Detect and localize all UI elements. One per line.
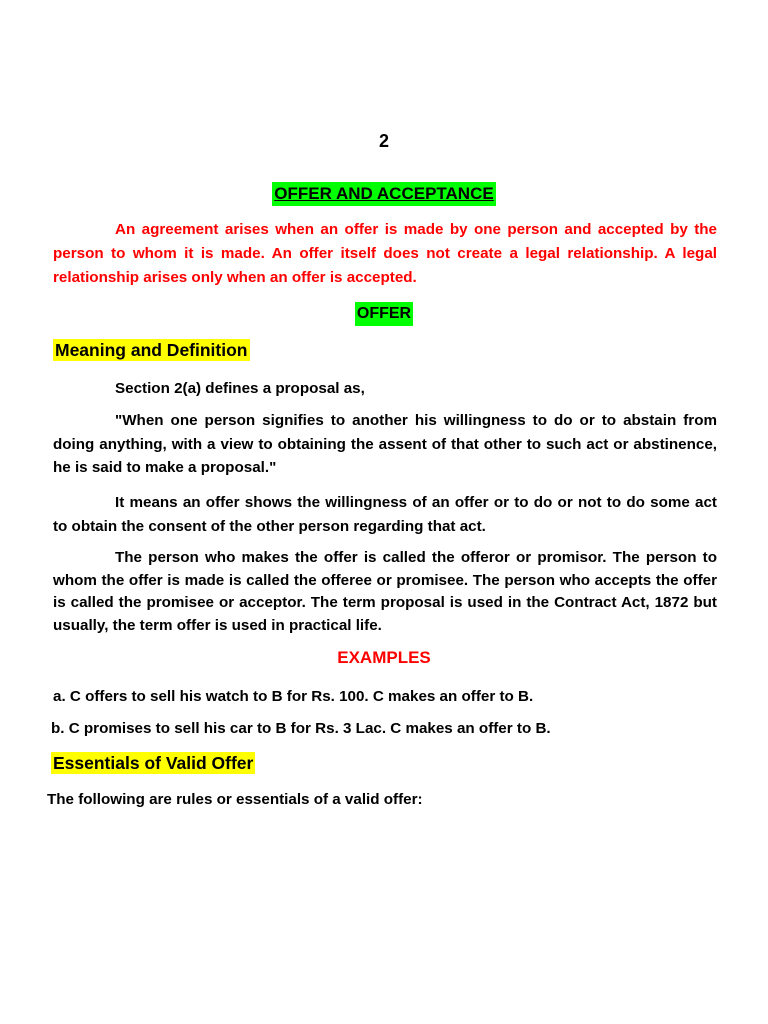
- page-title: OFFER AND ACCEPTANCE: [272, 182, 495, 206]
- offer-heading: OFFER: [355, 302, 413, 326]
- example-item: b. C promises to sell his car to B for Rs. 3 Lac. C makes an offer to B.: [51, 720, 551, 737]
- intro-paragraph: An agreement arises when an offer is made by one person and accepted by the person to whom it is made. An offer itself does not create a legal relationship. A legal relationship arises only when an offer is accepted.: [53, 221, 717, 286]
- section-paragraph: Section 2(a) defines a proposal as,: [115, 380, 365, 397]
- essentials-heading-container: [51, 751, 255, 775]
- essentials-intro: The following are rules or essentials of a valid offer:: [47, 791, 423, 808]
- meaning-heading: Meaning and Definition: [55, 340, 248, 360]
- meaning-heading-container: [53, 338, 250, 362]
- essentials-heading: Essentials of Valid Offer: [53, 753, 254, 773]
- page-number: 2: [378, 131, 389, 151]
- parties-paragraph: The person who makes the offer is called the offeror or promisor. The person to whom the offer is made is called the offeree or promisee. The person who accepts the offer is called the promisee or acceptor. The term proposal is used in the Contract Act, 1872 but usually, the term offer is used in practical life.: [53, 549, 717, 634]
- meaning-paragraph: It means an offer shows the willingness of an offer or to do or not to do some act to obtain the consent of the other person regarding that act.: [53, 494, 717, 535]
- title-container: [0, 182, 768, 206]
- examples-heading: EXAMPLES: [337, 648, 431, 667]
- quote-paragraph: "When one person signifies to another his willingness to do or to abstain from doing anything, with a view to obtaining the assent of that other to such act or abstinence, he is said to make a proposal.": [53, 412, 717, 476]
- offer-heading-container: [0, 302, 768, 326]
- example-item: a. C offers to sell his watch to B for Rs. 100. C makes an offer to B.: [53, 688, 534, 705]
